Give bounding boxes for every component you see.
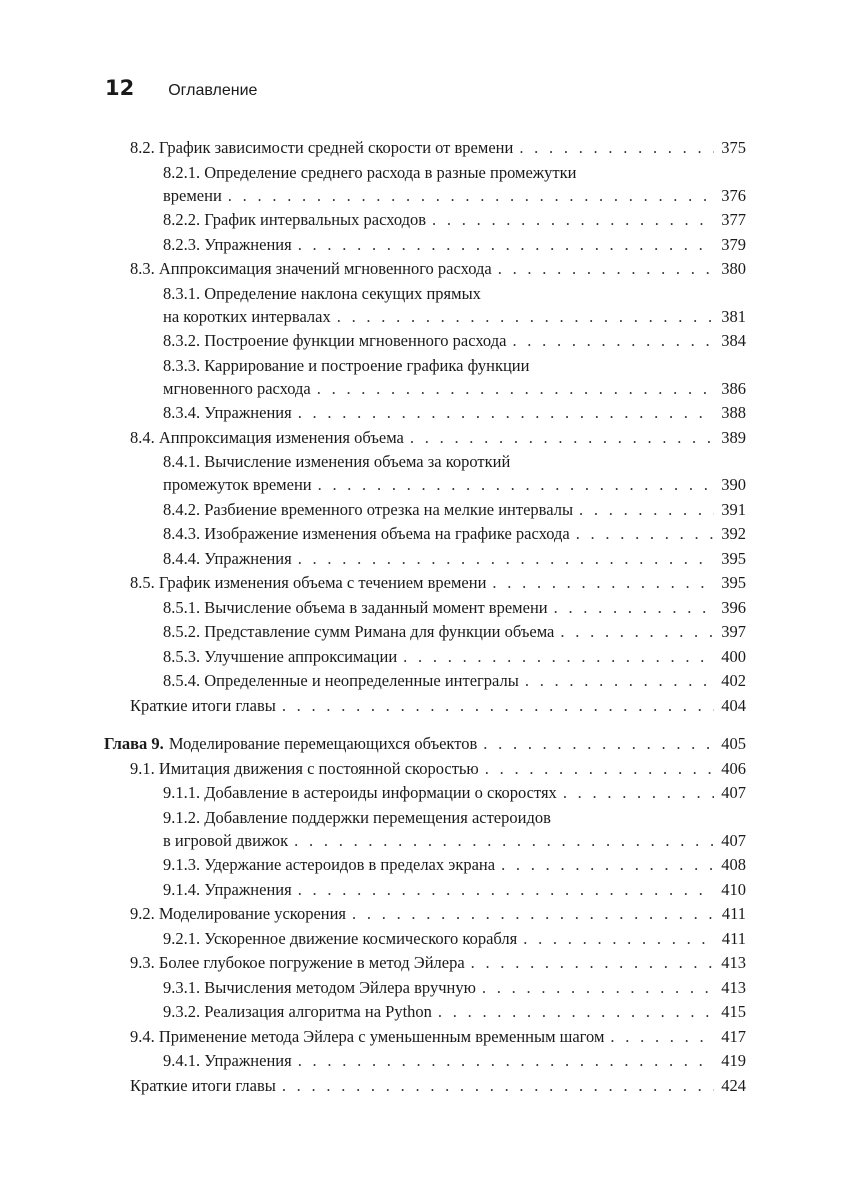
toc-entry-text: 9.2.1. Ускоренное движение космического корабля (163, 928, 518, 948)
page-header (105, 76, 257, 100)
toc-entry-text: 9.4.1. Упражнения (163, 1051, 292, 1070)
dot-leader (298, 1051, 714, 1071)
toc-entry-text: 8.4.3. Изображение изменения объема на графике расхода (163, 524, 570, 543)
toc-entry-text: времени (163, 185, 222, 205)
toc-entry-text (104, 734, 477, 754)
toc-page-number: 392 (721, 524, 746, 543)
toc-entry-text: 8.2.2. График интервальных расходов (163, 210, 427, 229)
toc-entry-text: 9.1.1. Добавление в астероиды информации о скоростях (163, 783, 557, 802)
dot-leader (554, 598, 714, 618)
toc-entry-text: 8.4. Аппроксимация изменения объема (130, 427, 404, 447)
toc-page-number: 413 (721, 977, 746, 997)
toc-section-entry (130, 759, 746, 779)
toc-entry-text: 9.3.1. Вычисления методом Эйлера вручную (163, 977, 476, 997)
page-number: 12 (105, 76, 135, 100)
toc-entry-text-first-line: 8.2.1. Определение среднего расхода в разные промежутки (163, 162, 577, 182)
dot-leader (298, 403, 714, 423)
toc-page-number: 413 (721, 953, 746, 972)
toc-page-number: 391 (721, 499, 746, 519)
toc-entry-text: 8.3.2. Построение функции мгновенного расхода (163, 331, 507, 350)
toc-subsection-entry (163, 210, 746, 230)
toc-page-number: 389 (721, 427, 746, 447)
dot-leader (317, 379, 714, 399)
toc-entry-text: 8.5. График изменения объема с течением времени (130, 573, 487, 592)
dot-leader (298, 235, 714, 255)
toc-page-number: 380 (721, 259, 746, 278)
toc-page-number: 397 (721, 622, 746, 641)
dot-leader (410, 428, 714, 448)
toc-entry-text-first-line: 8.4.1. Вычисление изменения объема за короткий (163, 452, 511, 471)
toc-page-number: 415 (721, 1002, 746, 1021)
dot-leader (610, 1027, 714, 1047)
toc-page-number: 407 (721, 783, 746, 802)
toc-section-entry (130, 696, 746, 716)
toc-entry-text: 9.3.2. Реализация алгоритма на Python (163, 1002, 432, 1021)
dot-leader (512, 331, 714, 351)
toc-page-number: 379 (721, 234, 746, 254)
toc-entry-text: 8.3.4. Упражнения (163, 403, 292, 422)
dot-leader (471, 953, 714, 973)
toc-entry-text: промежуток времени (163, 475, 312, 494)
toc-page-number: 386 (721, 378, 746, 398)
toc-subsection-entry (163, 783, 746, 803)
toc-entry-text: 9.2. Моделирование ускорения (130, 904, 347, 923)
toc-chapter-entry (104, 734, 746, 754)
toc-section-entry (130, 573, 746, 593)
toc-subsection-entry (163, 622, 746, 642)
toc-subsection-entry (163, 331, 746, 351)
dot-leader (298, 880, 714, 900)
dot-leader (576, 524, 714, 544)
toc-page-number: 395 (721, 573, 746, 592)
dot-leader (432, 210, 714, 230)
dot-leader (483, 734, 714, 754)
toc-page-number: 400 (721, 646, 746, 666)
toc-subsection-entry (163, 452, 746, 495)
toc-entry-text: на коротких интервалах (163, 306, 331, 326)
chapter-label: Глава 9. (104, 734, 164, 753)
toc-subsection-entry (163, 500, 746, 520)
dot-leader (519, 138, 714, 158)
toc-page-number: 406 (721, 758, 746, 778)
dot-leader (318, 475, 714, 495)
toc-subsection-entry (163, 1051, 746, 1071)
toc-page-number: 405 (721, 734, 746, 753)
toc-subsection-entry (163, 284, 746, 327)
toc-entry-text: 9.1. Имитация движения с постоянной скоростью (130, 758, 479, 778)
toc-entry-text: Краткие итоги главы (130, 1075, 276, 1095)
dot-leader (352, 904, 714, 924)
toc-section-entry (130, 259, 746, 279)
toc-subsection-entry (163, 929, 746, 949)
dot-leader (337, 307, 714, 327)
toc-subsection-entry (163, 808, 746, 851)
toc-page-number: 424 (721, 1075, 746, 1095)
toc-section-entry (130, 138, 746, 158)
toc-entry-text: 9.3. Более глубокое погружение в метод Эйлера (130, 953, 465, 972)
dot-leader (485, 759, 714, 779)
toc-page-number: 395 (721, 548, 746, 568)
toc-subsection-entry (163, 549, 746, 569)
toc-page-number: 375 (721, 138, 746, 157)
toc-entry-text: 8.5.1. Вычисление объема в заданный момент времени (163, 597, 548, 617)
dot-leader (563, 783, 714, 803)
toc-subsection-entry (163, 403, 746, 423)
toc-entry-text: 8.4.4. Упражнения (163, 548, 292, 568)
toc-entry-text-first-line: 9.1.2. Добавление поддержки перемещения астероидов (163, 807, 551, 827)
toc-subsection-entry (163, 978, 746, 998)
toc-entry-text: 9.1.3. Удержание астероидов в пределах экрана (163, 855, 496, 874)
toc-page-number: 417 (721, 1026, 746, 1046)
toc-entry-text: 8.4.2. Разбиение временного отрезка на мелкие интервалы (163, 499, 574, 519)
toc-subsection-entry (163, 855, 746, 875)
running-title: Оглавление (168, 82, 258, 99)
dot-leader (501, 855, 714, 875)
dot-leader (294, 831, 714, 851)
toc-section-entry (130, 953, 746, 973)
toc-entry-text: в игровой движок (163, 830, 289, 850)
toc-page-number: 404 (721, 695, 746, 715)
toc-page-number: 376 (721, 185, 746, 205)
toc-entry-text: 8.5.2. Представление сумм Римана для функции объема (163, 622, 555, 641)
toc-page-number: 402 (721, 671, 746, 690)
dot-leader (523, 929, 714, 949)
dot-leader (498, 259, 714, 279)
toc-page-number: 384 (721, 331, 746, 350)
dot-leader (438, 1002, 714, 1022)
toc-page-number: 390 (721, 475, 746, 494)
toc-page-number: 396 (721, 597, 746, 617)
toc-subsection-entry (163, 598, 746, 618)
dot-leader (579, 500, 714, 520)
toc-entry-text: 8.5.3. Улучшение аппроксимации (163, 646, 398, 666)
dot-leader (482, 978, 714, 998)
dot-leader (403, 647, 714, 667)
dot-leader (282, 696, 714, 716)
toc-page-number: 388 (721, 403, 746, 422)
toc-entry-text: 8.2.3. Упражнения (163, 234, 292, 254)
toc-entry-text-first-line: 8.3.1. Определение наклона секущих прямых (163, 283, 481, 303)
toc-page-number: 411 (721, 904, 746, 923)
toc-entry-text: 9.1.4. Упражнения (163, 879, 292, 899)
toc-page-number: 381 (721, 306, 746, 326)
toc-page-number: 377 (721, 210, 746, 229)
toc-entry-text: 8.5.4. Определенные и неопределенные интегралы (163, 671, 519, 690)
dot-leader (282, 1076, 714, 1096)
toc-page-number: 410 (721, 879, 746, 899)
dot-leader (525, 671, 714, 691)
chapter-title: Моделирование перемещающихся объектов (168, 734, 478, 753)
toc-page-number: 408 (721, 855, 746, 874)
toc-entry-text: 8.3. Аппроксимация значений мгновенного расхода (130, 259, 492, 278)
toc-subsection-entry (163, 524, 746, 544)
dot-leader (492, 573, 714, 593)
toc-section-entry (130, 904, 746, 924)
toc-subsection-entry (163, 671, 746, 691)
toc-subsection-entry (163, 163, 746, 206)
dot-leader (560, 622, 714, 642)
toc-subsection-entry (163, 647, 746, 667)
toc-section-entry (130, 1076, 746, 1096)
dot-leader (228, 186, 714, 206)
toc-page-number: 407 (721, 830, 746, 850)
toc-entry-text: Краткие итоги главы (130, 695, 276, 715)
toc-subsection-entry (163, 356, 746, 399)
toc-subsection-entry (163, 235, 746, 255)
toc-entry-text-first-line: 8.3.3. Каррирование и построение графика функции (163, 355, 530, 375)
toc-page-number: 419 (721, 1051, 746, 1070)
toc-entry-text: 9.4. Применение метода Эйлера с уменьшенным временным шагом (130, 1026, 605, 1046)
toc-section-entry (130, 1027, 746, 1047)
toc-entry-text: мгновенного расхода (163, 378, 311, 398)
toc-entry-text: 8.2. График зависимости средней скорости от времени (130, 138, 514, 157)
toc-subsection-entry (163, 880, 746, 900)
dot-leader (298, 549, 714, 569)
toc-section-entry (130, 428, 746, 448)
toc-page-number: 411 (721, 928, 746, 948)
toc-subsection-entry (163, 1002, 746, 1022)
